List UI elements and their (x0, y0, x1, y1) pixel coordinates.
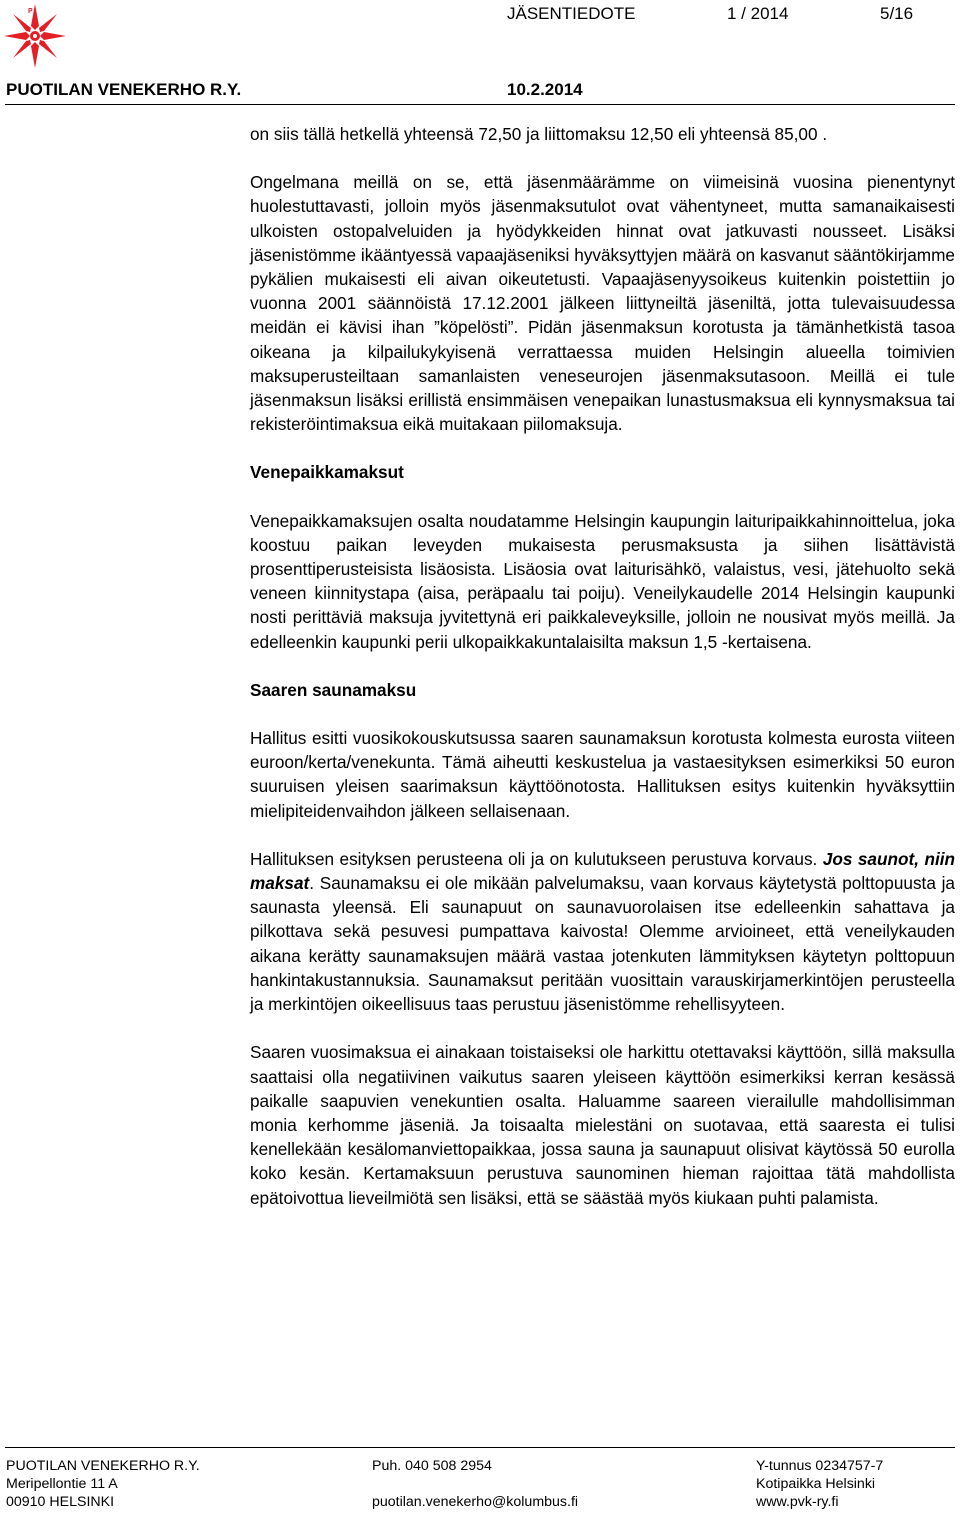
footer-email-link[interactable]: puotilan.venekerho@kolumbus.fi (372, 1494, 579, 1511)
footer-registration (756, 1457, 883, 1512)
paragraph: Saaren vuosimaksua ei ainakaan toistaiseksi ole harkittu otettavaksi käyttöön, sillä maksulla saattaisi olla negatiivinen vaikutus saaren yleiseen käyttöön esimerkiksi kerran kesässä paikalle saapuvien venekuntien osalta. Haluamme saareen vierailulle mahdollisimman monia kerhomme jäseniä. Ja toisaalta mielestäni on suotavaa, että saaresta ei tulisi kenellekään kesälomanviettopaikkaa, jossa sauna ja saunapuut olisivat käytössä 50 eurolla koko kesän. Kertamaksuun perustuva saunominen hieman rajoittaa tätä mahdollista epätoivottua lieveilmiötä sen lisäksi, että se säästää myös kiukaan puhti palamista. (250, 1042, 955, 1208)
section-heading-venepaikkamaksut: Venepaikkamaksut (250, 462, 404, 483)
paragraph-rest: . Saunamaksu ei ole mikään palvelumaksu, vaan korvaus käytetystä polttopuusta ja saunasta yleensä. Eli saunapuut on saunavuorolaisen itse edelleenkin sahattava ja pilkottava sekä pesuvesi pumpattava kaivosta! Olemme arvioineet, että veneilykauden aikana kerätty saunamaksujen määrä vastaa jotenkuten lämmityksen käytetyn polttopuun hankintakustannuksia. Saunamaksut peritään vuosittain varauskirjamerkintöjen perusteella ja merkintöjen oikeellisuus taas perustuu jäsenistömme rehellisyyteen. (250, 873, 955, 1015)
footer-website-link[interactable]: www.pvk-ry.fi (756, 1494, 839, 1511)
footer-address (6, 1457, 200, 1512)
club-logo-icon (4, 4, 66, 68)
article-body (250, 122, 955, 1210)
emphasis-text: Jos saunot, niin maksat (250, 848, 955, 894)
paragraph: Venepaikkamaksujen osalta noudatamme Helsingin kaupungin laituripaikkahinnoittelua, joka koostuu paikan leveyden mukaisesta perusmaksusta ja siihen lisättävistä prosenttiperusteisista lisäosista. Lisäosia ovat laiturisähkö, valaistus, vesi, jätehuolto sekä veneen kiinnitystapa (aisa, peräpaalu tai poiju). Veneilykaudelle 2014 Helsingin kaupunki nosti perittäviä maksuja jyvitettynä eri paikkaleveyksille, jolloin ne nousivat myös meillä. Ja edelleenkin kaupunki perii ulkopaikkakuntalaisilta maksun 1,5 -kertaisena. (250, 510, 955, 652)
footer-contact (372, 1457, 578, 1512)
section-heading-saunamaksu: Saaren saunamaksu (250, 679, 417, 700)
paragraph: Hallitus esitti vuosikokouskutsussa saaren saunamaksun korotusta kolmesta eurosta viiteen euroon/kerta/venekunta. Tämä aiheutti keskustelua ja vastaesityksen esimerkiksi 50 euron suuruisen yleisen saarimaksun käyttöönotosta. Hallituksen esitys kuitenkin hyväksyttiin mielipiteidenvaihdon jälkeen sellaisenaan. (250, 728, 955, 821)
organization-name: PUOTILAN VENEKERHO R.Y. (6, 80, 242, 99)
svg-text:P: P (28, 8, 33, 15)
footer-street: Meripellontie 11 A (6, 1476, 118, 1493)
paragraph: Ongelmana meillä on se, että jäsenmäärämme on viimeisinä vuosina pienentynyt huolestuttavasti, jolloin myös jäsenmaksutulot ovat vähentyneet, mutta samanaikaisesti ulkoisten ostopalveluiden ja hyödykkeiden hinnat ovat jatkuvasti nousseet. Lisäksi jäsenistömme ikääntyessä vapaajäseniksi hyväksyttyjen määrä on kasvanut sääntökirjamme pykälien mukaisesti eli aivan oikeutetusti. Vapaajäsenyysoikeus kuitenkin poistettiin jo vuonna 2001 säännöistä 17.12.2001 jälkeen liittyneiltä jäseniltä, jotta tulevaisuudessa meidän ei kävisi ihan ”köpelösti”. Pidän jäsenmaksun korotusta ja tämänhetkistä tasoa oikeana ja kilpailukykyisenä verrattaessa muiden Helsingin alueella toimivien maksuperusteiltaan samanlaisten veneseurojen jäsenmaksutasoon. Meillä ei tule jäsenmaksun lisäksi erillistä ensimmäisen venepaikan lunastusmaksua eli kynnysmaksua tai rekisteröintimaksua eikä muitakaan piilomaksuja. (250, 172, 955, 435)
paragraph-start: Hallituksen esityksen perusteena oli ja on kulutukseen perustuva korvaus. (250, 848, 818, 869)
footer-divider (5, 1447, 955, 1448)
page-number: 5/16 (880, 4, 914, 23)
header-divider (5, 104, 955, 105)
footer-org-name: PUOTILAN VENEKERHO R.Y. (6, 1458, 200, 1474)
issue-number: 1 / 2014 (727, 4, 789, 23)
paragraph: on siis tällä hetkellä yhteensä 72,50 ja liittomaksu 12,50 eli yhteensä 85,00 . (250, 124, 828, 144)
publication-title: JÄSENTIEDOTE (507, 4, 636, 23)
footer-business-id: Y-tunnus 0234757-7 (756, 1458, 884, 1474)
footer-phone: Puh. 040 508 2954 (372, 1458, 492, 1474)
document-date: 10.2.2014 (507, 80, 583, 99)
footer-postal: 00910 HELSINKI (6, 1494, 115, 1511)
paragraph (250, 847, 955, 1016)
footer-domicile: Kotipaikka Helsinki (756, 1476, 876, 1493)
